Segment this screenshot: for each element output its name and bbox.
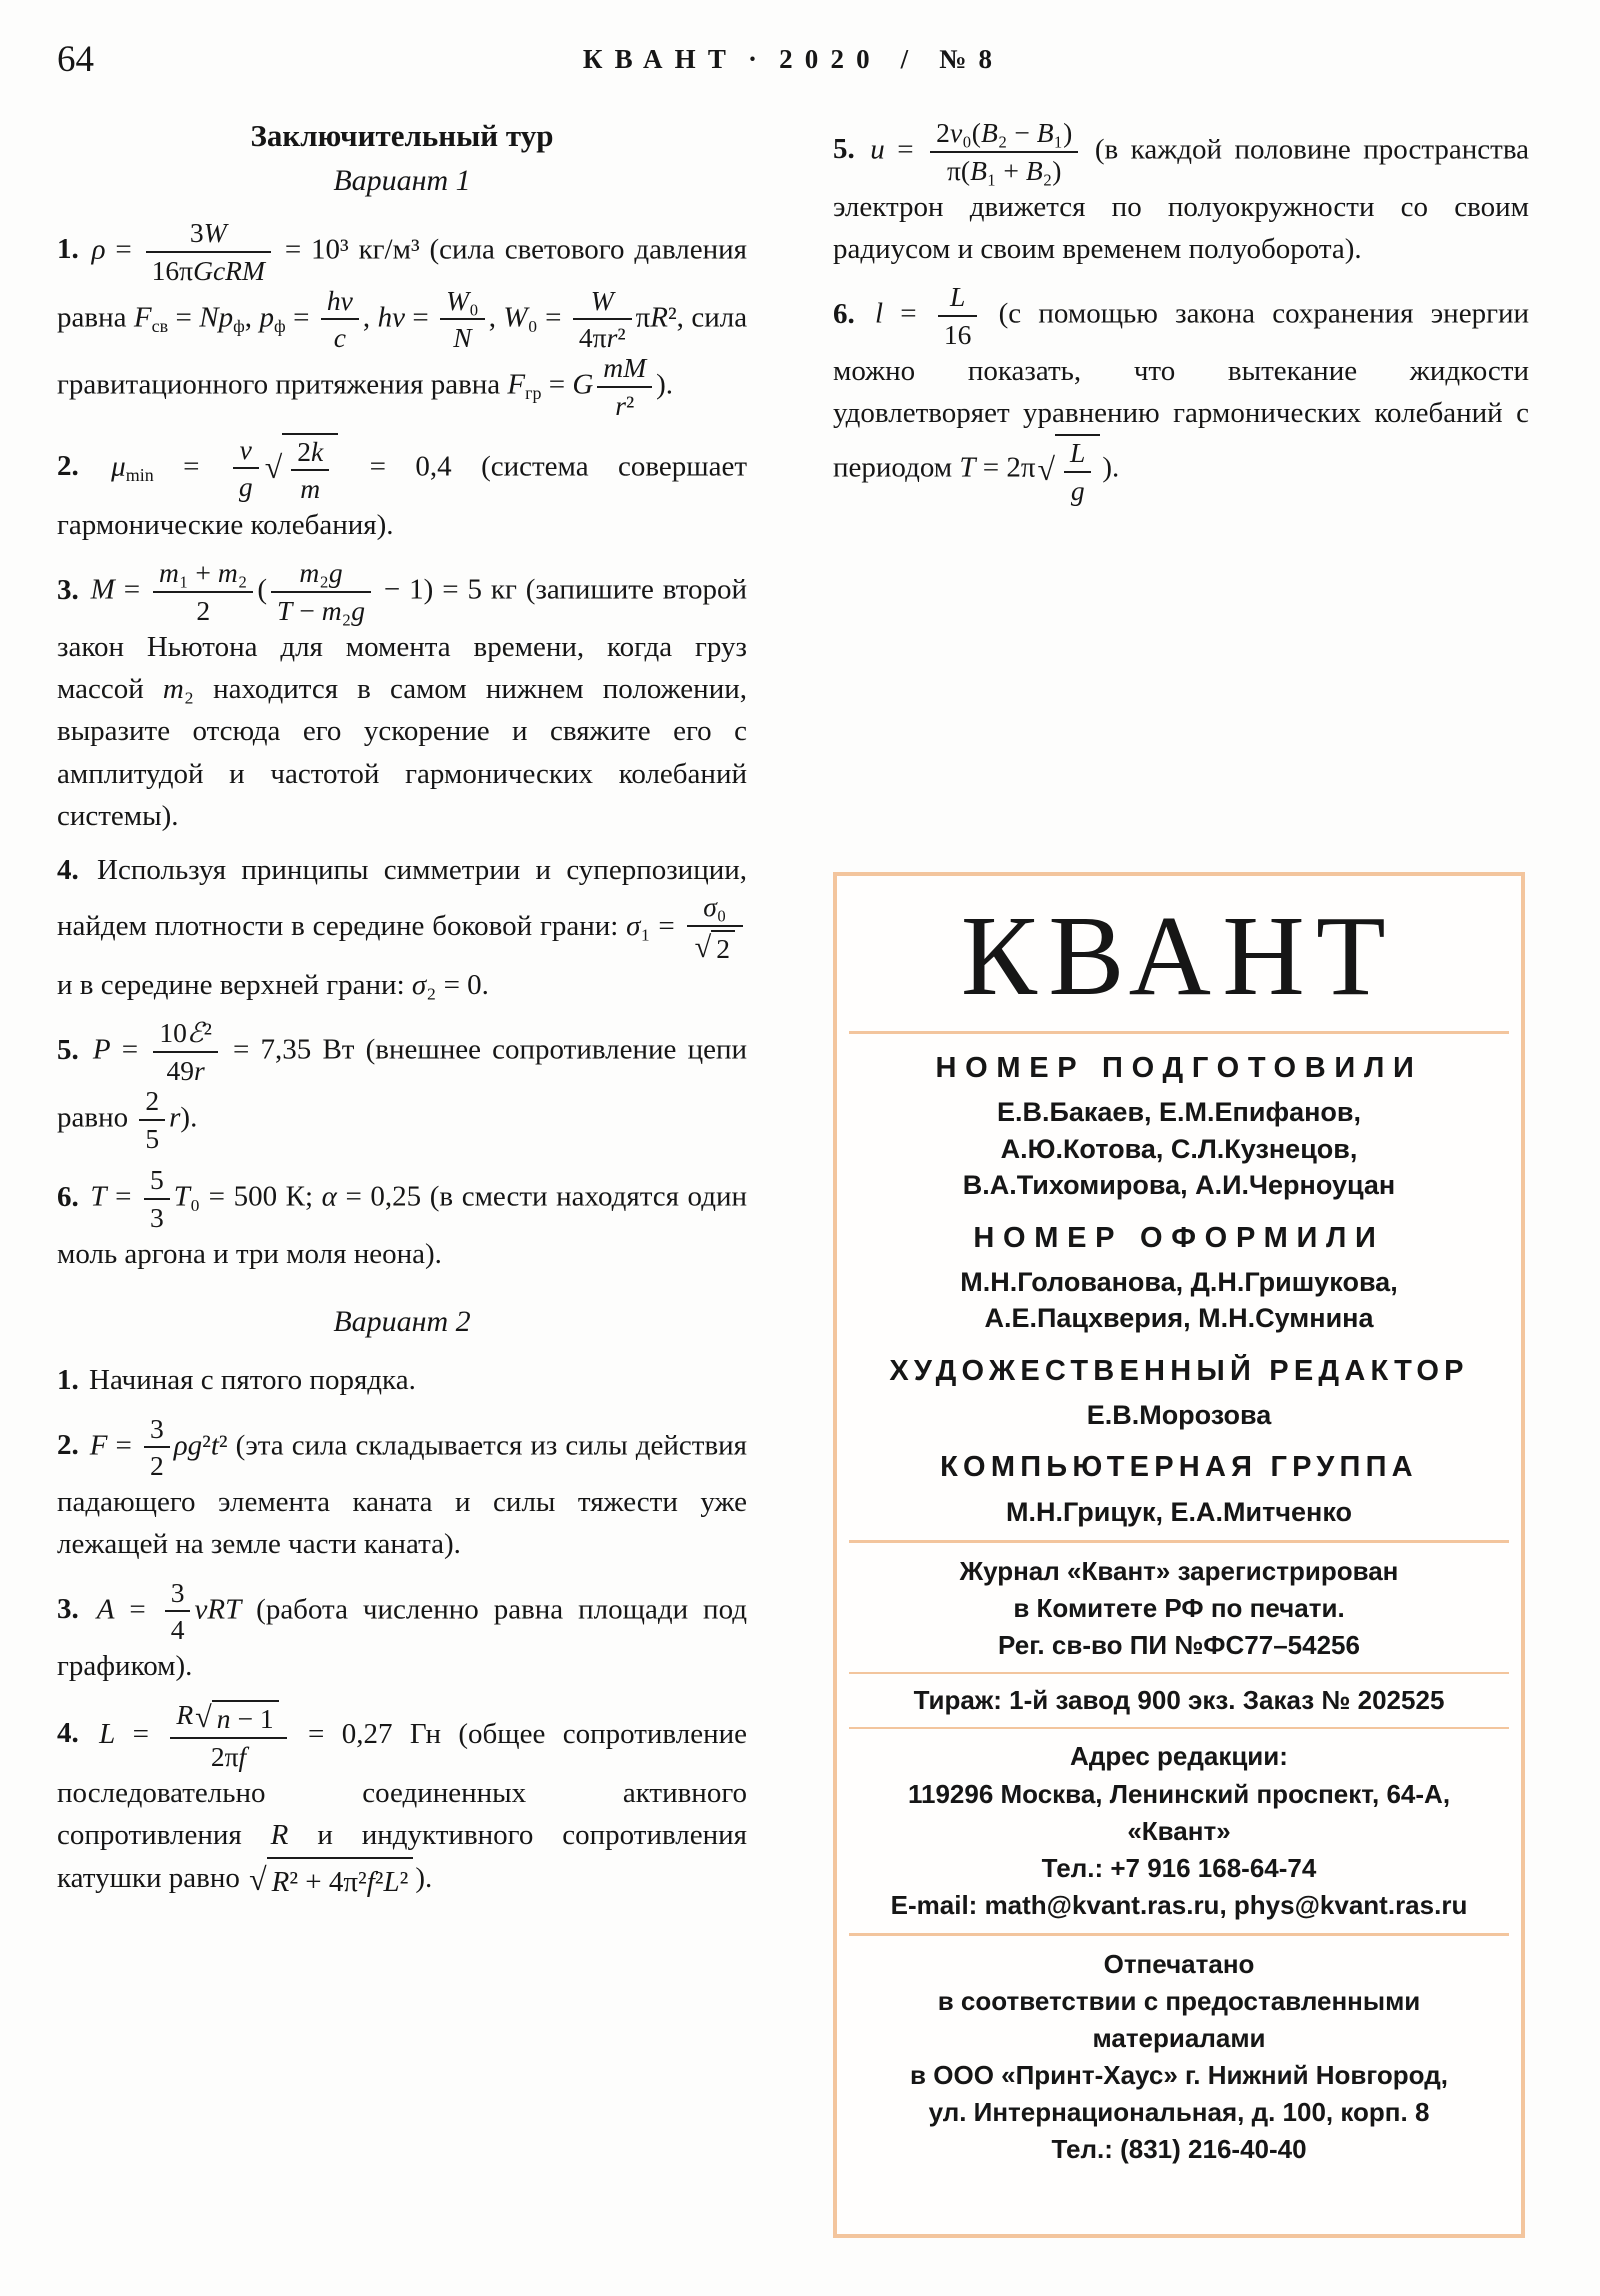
- page-header: [57, 38, 1530, 88]
- imprint-line: А.Е.Пацхверия, М.Н.Сумнина: [984, 1303, 1374, 1334]
- answer-item: 1. Начиная с пятого порядка.: [57, 1364, 416, 1397]
- divider: [849, 1933, 1509, 1936]
- fraction: $\frac{mM}{\text{r²}}$: [597, 353, 652, 421]
- fraction: $\frac{2}{5}$: [139, 1086, 165, 1154]
- imprint-line: А.Ю.Котова, С.Л.Кузнецов,: [1000, 1133, 1358, 1164]
- variant2-answers: [57, 1359, 747, 1903]
- imprint-line: 119296 Москва, Ленинский проспект, 64-А,: [907, 1778, 1451, 1809]
- answer-number: 1.: [57, 1364, 79, 1397]
- computer-group-names: [855, 1494, 1503, 1530]
- answer-item: 4. Используя принципы симметрии и суперпозиции, найдем плотности в середине боковой грани: σ₁ = σ₀ √ 2 и в середине верхней грани: σ₂ = 0.: [57, 854, 748, 1002]
- imprint-line: Тел.: (831) 216-40-40: [1051, 2133, 1307, 2164]
- page-number: 64: [57, 39, 94, 80]
- answer-number: 2.: [57, 449, 79, 482]
- fraction: $\frac{\text{W₀}}{N}$: [440, 286, 485, 354]
- prepared-heading: НОМЕР ПОДГОТОВИЛИ: [935, 1052, 1423, 1085]
- answer-number: 3.: [57, 1593, 79, 1626]
- imprint-line: в Комитете РФ по печати.: [1013, 1593, 1345, 1624]
- fraction: $\frac{5}{3}$: [144, 1165, 170, 1233]
- variant1-label: Вариант 1: [333, 164, 471, 197]
- print-run: Тираж: 1-й завод 900 экз. Заказ № 202525: [913, 1684, 1445, 1715]
- designed-heading: НОМЕР ОФОРМИЛИ: [973, 1221, 1385, 1254]
- imprint-line: в ООО «Принт-Хаус» г. Нижний Новгород,: [910, 2060, 1448, 2091]
- imprint-line: Отпечатано: [1103, 1949, 1255, 1980]
- imprint-line: Е.В.Бакаев, Е.М.Епифанов,: [996, 1097, 1362, 1128]
- fraction: $\frac{v}{g}$: [233, 435, 259, 503]
- imprint-line: ул. Интернациональная, д. 100, корп. 8: [928, 2097, 1430, 2128]
- answer-item: 2. F = $\frac{3}{2}$ ρg²t² (эта сила складывается из силы действия падающего элемента каната и силы тяжести уже лежащей на земле части каната).: [57, 1412, 747, 1561]
- divider: [849, 1672, 1509, 1674]
- fraction: $\frac{W}{\text{4πr²}}$: [573, 286, 632, 354]
- imprint-line: М.Н.Грицук, Е.А.Митченко: [1006, 1496, 1352, 1527]
- prepared-names: [855, 1094, 1503, 1203]
- art-editor-heading: ХУДОЖЕСТВЕННЫЙ РЕДАКТОР: [889, 1354, 1469, 1387]
- answer-item: 4. L = R √ n − 1 2πf = 0,27 Гн (общее сопротивление последовательно соединенных активного сопротивления R и индуктивного сопротивления катушки равно √ R² + 4π²f²L² ).: [57, 1700, 747, 1903]
- address-info: [855, 1776, 1503, 1924]
- radical: √ R² + 4π²f²L²: [249, 1857, 413, 1903]
- fraction: $\frac{h\nu}{c}$: [321, 286, 359, 354]
- answer-item: 1. ρ = $\frac{3W}{\text{16πGcRM}}$ = 10³ кг/м³ (сила светового давления равна $F_{св} = Np_ф$, $p_ф$ = $\frac{h\nu}{c}$ , hν = $\frac{\text{W₀}}{N}$ , W₀ = $\frac{W}{\text{4πr²}}$ πR², сила гравитационного притяжения равна $F_{гр} = G$ $\frac{mM}{\text{r²}}$ ).: [57, 217, 748, 421]
- answer-item: 3. M = $\frac{\text{m₁ + m₂}}{2}$ ( $\frac{\text{m₂g}}{\text{T − m₂g}}$ − 1) = 5 кг (запишите второй закон Ньютона для момента времени, когда груз массой m₂ находится в самом нижнем положении, выразите отсюда его ускорение и свяжите его с амплитудой и частотой гармонических колебаний системы).: [57, 557, 748, 833]
- imprint-line: материалами: [1092, 2023, 1266, 2054]
- answer-number: 6.: [57, 1180, 79, 1213]
- answer-number: 2.: [57, 1428, 79, 1461]
- variant2-answers-continued: [833, 118, 1529, 506]
- left-column: [57, 118, 747, 1915]
- radical: √ $\frac{L}{g}$: [1038, 434, 1101, 506]
- variant1-answers: [57, 218, 747, 1275]
- imprint-line: в соответствии с предоставленными: [937, 1986, 1421, 2017]
- answer-item: 3. A = $\frac{3}{4}$ νRT (работа численно равна площади под графиком).: [57, 1576, 747, 1683]
- answer-item: 5. P = $\frac{\text{10ℰ²}}{49r}$ = 7,35 Вт (внешнее сопротивление цепи равно $\frac{2}{5}$ r).: [57, 1017, 748, 1154]
- divider: [849, 1727, 1509, 1729]
- fraction: $\frac{2k}{m}$: [291, 437, 329, 505]
- answer-number: 3.: [57, 573, 79, 606]
- kvant-masthead: КВАНТ: [960, 892, 1398, 1019]
- answer-number: 4.: [57, 1717, 79, 1750]
- radical: √ $\frac{2k}{m}$: [265, 433, 339, 505]
- separator-dot: ·: [748, 44, 770, 74]
- imprint-line: «Квант»: [1127, 1815, 1231, 1846]
- answer-number: 5.: [57, 1033, 79, 1066]
- fraction: $\frac{L}{16}$: [938, 282, 978, 350]
- fraction: R √ n − 1 2πf: [170, 1700, 286, 1772]
- imprint-line: Рег. св-во ПИ №ФС77–54256: [998, 1629, 1360, 1660]
- printing-info: [855, 1946, 1503, 2167]
- answer-number: 4.: [57, 854, 79, 887]
- fraction: $\frac{\text{2v₀(B₂ − B₁)}}{\text{π(B₁ + B₂)}}$: [930, 118, 1078, 186]
- address-heading: Адрес редакции:: [1070, 1740, 1288, 1771]
- radical: √ 2: [695, 930, 735, 964]
- fraction: $\frac{3}{4}$: [165, 1578, 191, 1646]
- computer-group-heading: КОМПЬЮТЕРНАЯ ГРУППА: [940, 1451, 1418, 1484]
- fraction: $\frac{\text{m₁ + m₂}}{2}$: [153, 558, 253, 626]
- divider: [849, 1540, 1509, 1543]
- issue-label: 2020 / №8: [779, 44, 1005, 74]
- journal-name: КВАНТ: [582, 44, 738, 74]
- imprint-line: М.Н.Голованова, Д.Н.Гришукова,: [960, 1266, 1398, 1297]
- answer-number: 6.: [833, 297, 855, 330]
- right-column: [833, 118, 1529, 518]
- imprint-line: Е.В.Морозова: [1086, 1400, 1272, 1431]
- divider: [849, 1031, 1509, 1034]
- imprint-box: [833, 872, 1525, 2238]
- section-heading: Заключительный тур: [250, 118, 554, 153]
- answer-item: 2. $\mu_{min}$ = $\frac{v}{g}$ √ $\frac{2k}{m}$ = 0,4 (система совершает гармонические колебания).: [57, 433, 748, 541]
- fraction: $\frac{\text{10ℰ²}}{49r}$: [153, 1018, 218, 1086]
- variant2-label: Вариант 2: [333, 1305, 471, 1339]
- answer-number: 5.: [833, 133, 855, 166]
- fraction: $\frac{3W}{\text{16πGcRM}}$: [146, 218, 271, 286]
- designed-names: [855, 1264, 1503, 1337]
- imprint-line: В.А.Тихомирова, А.И.Черноуцан: [962, 1170, 1396, 1201]
- imprint-line: Журнал «Квант» зарегистрирован: [959, 1556, 1399, 1587]
- imprint-line: Тел.: +7 916 168-64-74: [1041, 1852, 1317, 1883]
- fraction: $\frac{L}{g}$: [1064, 438, 1091, 506]
- fraction: $\frac{\text{m₂g}}{\text{T − m₂g}}$: [271, 558, 371, 626]
- answer-number: 1.: [57, 233, 79, 266]
- running-head: [57, 44, 1530, 75]
- answer-item: 5. u = $\frac{\text{2v₀(B₂ − B₁)}}{\text{π(B₁ + B₂)}}$ (в каждой половине пространства электрон движется по полуокружности со своим радиусом и своим временем полуоборота).: [833, 117, 1530, 265]
- fraction: $\frac{3}{2}$: [144, 1414, 170, 1482]
- answer-item: 6. l = $\frac{L}{16}$ (с помощью закона сохранения энергии можно показать, что вытекание жидкости удовлетворяет уравнению гармонических колебаний с периодом T = 2π √ $\frac{L}{g}$ ).: [833, 281, 1530, 507]
- registration-info: [855, 1553, 1503, 1664]
- fraction: σ₀ √ 2: [687, 892, 743, 964]
- imprint-line: E-mail: math@kvant.ras.ru, phys@kvant.ras.ru: [890, 1889, 1468, 1920]
- radical: √ n − 1: [195, 1700, 279, 1734]
- answer-item: 6. T = $\frac{5}{3}$ T₀ = 500 К; α = 0,25 (в смести находятся один моль аргона и три моля неона).: [57, 1164, 747, 1270]
- art-editor-names: [855, 1397, 1503, 1433]
